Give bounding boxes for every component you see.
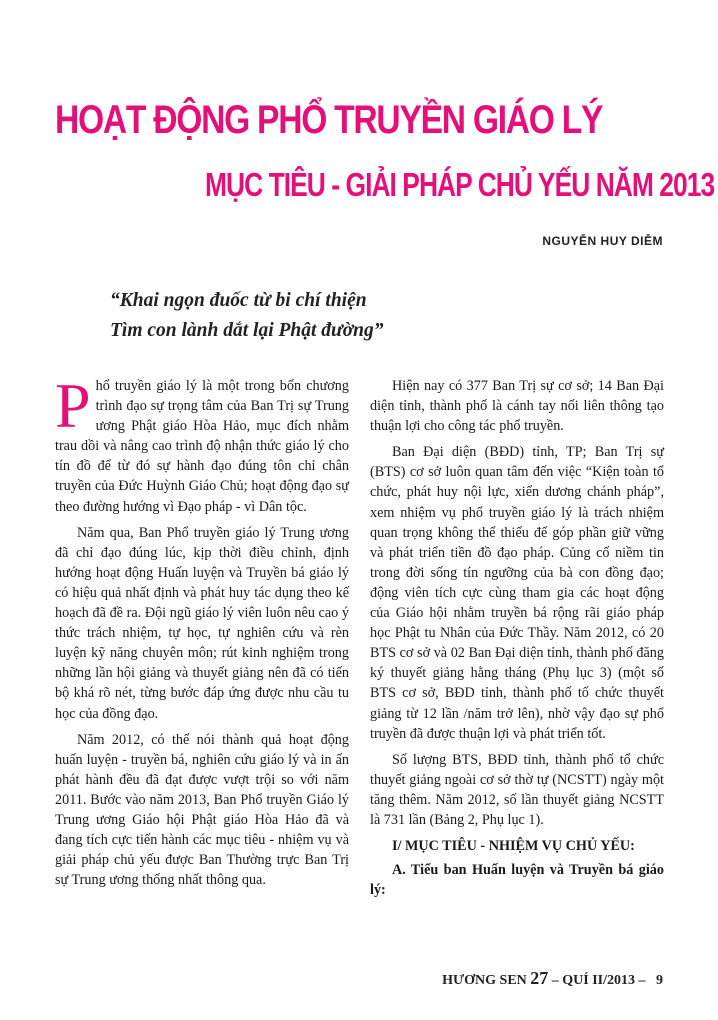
text-column-left <box>55 370 349 896</box>
article-title-line2: MỤC TIÊU - GIẢI PHÁP CHỦ YẾU NĂM 2013 <box>205 166 715 203</box>
paragraph: Số lượng BTS, BĐD tỉnh, thành phố tổ chức thuyết giảng ngoài cơ sở thờ tự (NCSTT) ngày một tăng thêm. Năm 2012, số lần thuyết giảng NCSTT là 731 lần (Bảng 2, Phụ lục 1). <box>370 751 664 828</box>
paragraph: Năm 2012, có thể nói thành quả hoạt động huấn luyện - truyền bá, nghiên cứu giáo lý và in ấn phát hành đều đã đạt được vượt trội so với năm 2011. Bước vào năm 2013, Ban Phổ truyền Giáo lý Trung ương Giáo hội Phật giáo Hòa Hảo đã và đang tích cực tiến hành các mục tiêu - nhiệm vụ và giải pháp chủ yếu được Ban Thường trực Ban Trị sự Trung ương thống nhất thông qua. <box>55 731 349 889</box>
issue-period: – QUÍ II/2013 – <box>551 973 646 988</box>
paragraph: Phổ truyền giáo lý là một trong bốn chương trình đạo sự trọng tâm của Ban Trị sự Trung ương Phật giáo Hòa Hảo, mục đích nhằm trau dồi và nâng cao trình độ nhận thức giáo lý cho tín đồ để từ đó sự hành đạo đúng tôn chỉ chân truyền của Đức Huỳnh Giáo Chủ; hoạt động đạo sự theo đường hướng vì Đạo pháp - vì Dân tộc. <box>55 370 349 515</box>
paragraph: Hiện nay có 377 Ban Trị sự cơ sở; 14 Ban Đại diện tỉnh, thành phố là cánh tay nối liên thông tạo thuận lợi cho công tác phổ truyền. <box>370 378 664 435</box>
paragraph: Năm qua, Ban Phổ truyền giáo lý Trung ương đã chỉ đạo đúng lúc, kịp thời điều chỉnh, định hướng hoạt động Huấn luyện và Truyền bá giáo lý có hiệu quả nhất định và phát huy tác dụng theo kế hoạch đã đề ra. Đội ngũ giáo lý viên luôn nêu cao ý thức trách nhiệm, tự học, tự nghiên cứu và rèn luyện kỹ năng chuyên môn; rút kinh nghiệm trong những lần hội giảng và thuyết giảng nên đã có tiến bộ khá rõ nét, từng bước đáp ứng được nhu cầu tu học của đồng đạo. <box>55 524 349 722</box>
epigraph-quote <box>110 286 384 346</box>
page-number: 9 <box>656 973 663 988</box>
quote-line-2: Tìm con lành dắt lại Phật đường” <box>110 320 384 341</box>
paragraph: Ban Đại diện (BĐD) tỉnh, TP; Ban Trị sự (BTS) cơ sở luôn quan tâm đến việc “Kiện toàn tổ chức, phát huy nội lực, xiển dương chánh pháp”, xem nhiệm vụ phổ truyền giáo lý là trách nhiệm quan trọng không thể thiếu để góp phần giữ vững và phát triển tiền đồ đạo pháp. Củng cố niềm tin trong đời sống tín ngưỡng của bà con đồng đạo; động viên tích cực cùng tham gia các hoạt động của Giáo hội nhằm truyền bá rộng rãi giáo pháp học Phật tu Nhân của Đức Thầy. Năm 2012, có 20 BTS cơ sở và 02 Ban Đại diện tỉnh, thành phố đăng ký thuyết giảng hằng tháng (Phụ lục 3) (một số BTS cơ sở, BĐD tỉnh, thành phố tổ chức thuyết giảng từ 12 lần /năm trở lên), nhờ vậy đạo sự phổ truyền đã được thuận lợi và phát triển tốt. <box>370 444 664 742</box>
quote-line-1: “Khai ngọn đuốc từ bi chí thiện <box>110 290 367 311</box>
text-column-right <box>370 376 664 904</box>
subsection-heading: A. Tiểu ban Huấn luyện và Truyền bá giáo lý: <box>370 862 664 899</box>
page-footer <box>442 968 663 989</box>
issue-number: 27 <box>530 968 549 988</box>
author-name: NGUYỄN HUY DIỄM <box>542 234 663 248</box>
section-heading: I/ MỤC TIÊU - NHIỆM VỤ CHỦ YẾU: <box>392 838 635 855</box>
magazine-name: HƯƠNG SEN <box>442 973 527 988</box>
article-title-line1: HOẠT ĐỘNG PHỔ TRUYỀN GIÁO LÝ <box>55 98 603 142</box>
drop-cap: P <box>55 370 91 441</box>
